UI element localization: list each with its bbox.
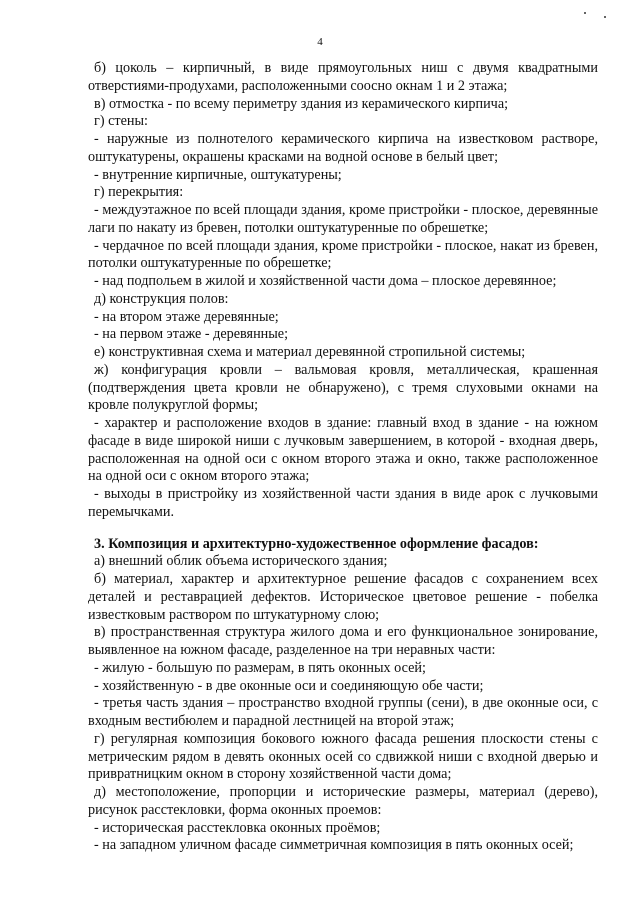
paragraph: - хозяйственную - в две оконные оси и соединяющую обе части; bbox=[94, 677, 484, 694]
paragraph: г) перекрытия: bbox=[94, 184, 184, 201]
paragraph: а) внешний облик объема исторического здания; bbox=[94, 553, 388, 570]
paragraph: - на западном уличном фасаде симметричная композиция в пять оконных осей; bbox=[94, 837, 574, 854]
document-body bbox=[88, 60, 598, 855]
paragraph: - третья часть здания – пространство входной группы (сени), в две оконные оси, с входным вестибюлем и парадной лестницей на второй этаж; bbox=[88, 695, 598, 729]
paragraph: д) конструкция полов: bbox=[94, 290, 229, 307]
paragraph: б) цоколь – кирпичный, в виде прямоугольных ниш с двумя квадратными отверстиями-продухами, расположенными соосно окнам 1 и 2 этажа; bbox=[88, 60, 598, 94]
paragraph: ж) конфигурация кровли – вальмовая кровля, металлическая, крашенная (подтверждения цвета кровли не обнаружено), с тремя слуховыми окнами на кровле полукруглой формы; bbox=[88, 361, 598, 414]
scan-mark bbox=[604, 16, 606, 18]
paragraph: - на втором этаже деревянные; bbox=[94, 308, 279, 325]
paragraph: е) конструктивная схема и материал деревянной стропильной системы; bbox=[94, 344, 526, 360]
scan-mark bbox=[584, 12, 586, 14]
paragraph: - чердачное по всей площади здания, кроме пристройки - плоское, накат из бревен, потолки оштукатуренные по обрешетке; bbox=[88, 237, 598, 272]
paragraph: г) стены: bbox=[94, 113, 148, 130]
paragraph: - внутренние кирпичные, оштукатурены; bbox=[94, 166, 342, 183]
page-number: 4 bbox=[317, 36, 323, 48]
paragraph: - выходы в пристройку из хозяйственной части здания в виде арок с лучковыми перемычками. bbox=[88, 486, 598, 520]
paragraph: - историческая расстекловка оконных проёмов; bbox=[94, 819, 381, 836]
paragraph: - наружные из полнотелого керамического кирпича на известковом растворе, оштукатурены, окрашены красками на водной основе в белый цвет; bbox=[88, 131, 598, 165]
paragraph: б) материал, характер и архитектурное решение фасадов с сохранением всех деталей и реставрацией дефектов. Историческое цветовое решение - побелка известковым раствором по штукатурному слою; bbox=[88, 571, 598, 623]
paragraph: - над подпольем в жилой и хозяйственной части дома – плоское деревянное; bbox=[94, 273, 557, 289]
section-heading: 3. Композиция и архитектурно-художественное оформление фасадов: bbox=[94, 535, 539, 552]
paragraph: - на первом этаже - деревянные; bbox=[94, 326, 289, 343]
paragraph: в) отмостка - по всему периметру здания из керамического кирпича; bbox=[94, 95, 509, 112]
paragraph: д) местоположение, пропорции и исторические размеры, материал (дерево), рисунок расстекловки, форма оконных проемов: bbox=[88, 784, 598, 818]
paragraph: - характер и расположение входов в здание: главный вход в здание - на южном фасаде в виде широкой ниши с лучковым завершением, в которой - входная дверь, расположенная на одной оси с окном второго этажа и окно, также расположенное на одной оси с окном второго этажа; bbox=[88, 415, 598, 485]
paragraph: в) пространственная структура жилого дома и его функциональное зонирование, выявленное на южном фасаде, разделенное на три неравных части: bbox=[88, 624, 598, 658]
paragraph: - жилую - большую по размерам, в пять оконных осей; bbox=[94, 659, 426, 676]
scan-marks bbox=[0, 0, 640, 40]
paragraph: г) регулярная композиция бокового южного фасада решения плоскости стены с метрическим рядом в девять оконных осей со сдвижкой ниши с входной дверью и привратницким окном в сторону хозяйственной части дома; bbox=[88, 730, 598, 783]
paragraph: - междуэтажное по всей площади здания, кроме пристройки - плоское, деревянные лаги по накату из бревен, потолки оштукатуренные по обрешетке; bbox=[88, 202, 598, 236]
